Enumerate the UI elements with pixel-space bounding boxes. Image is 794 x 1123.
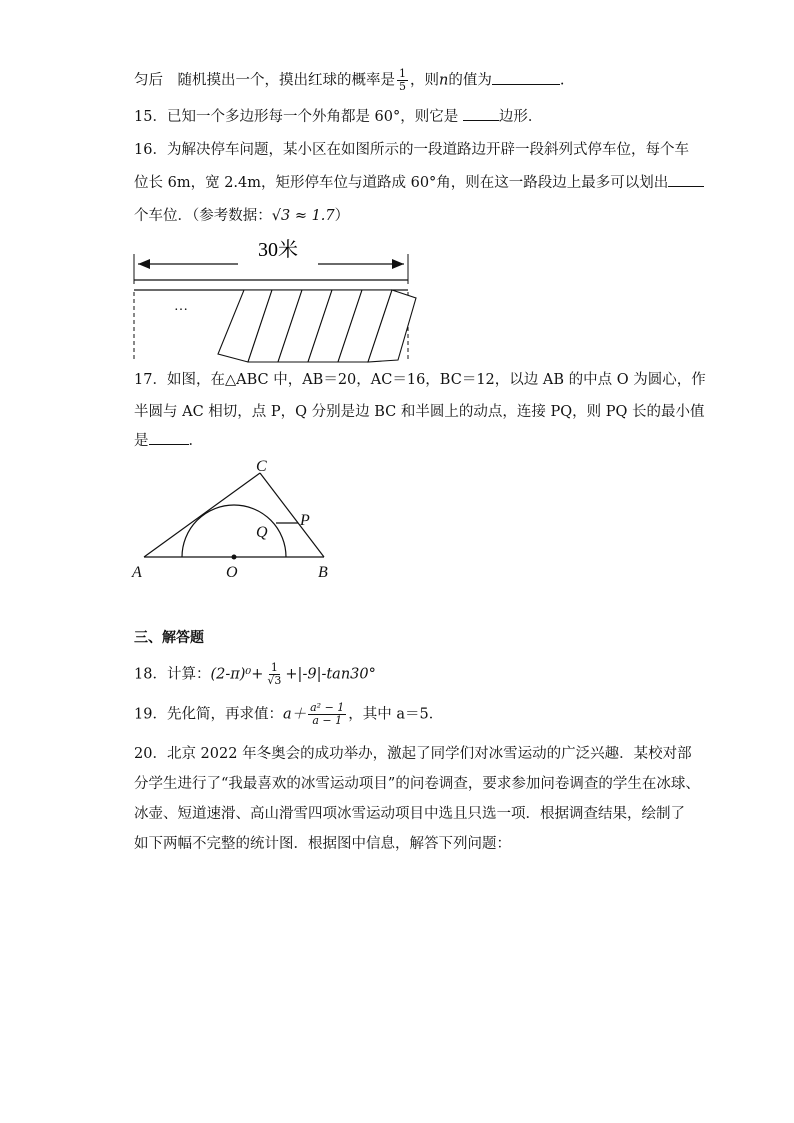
- q19-end: ，其中 a＝5．: [348, 706, 444, 723]
- arrow-right-head: [392, 259, 404, 269]
- q16-line-3: [134, 206, 349, 226]
- q20-line-2: 分学生进行了“我最喜欢的冰雪运动项目”的问卷调查，要求参加问卷调查的学生在冰球、: [134, 776, 700, 792]
- q17-text: 是: [134, 433, 149, 449]
- side-ac: [144, 473, 260, 557]
- parking-spaces: [218, 290, 416, 362]
- q16-text: 位长 6m，宽 2.4m，矩形停车位与道路成 60°角，则在这一路段边上最多可以划出: [134, 175, 669, 191]
- q16-answer-blank[interactable]: [668, 172, 704, 187]
- q14-frac-num: 1: [399, 67, 406, 80]
- q14-text: 匀后 随机摸出一个，摸出红球的概率是: [134, 72, 395, 89]
- q20-line-3: 冰壶、短道速滑、高山滑雪四项冰雪运动项目中选且只选一项．根据调查结果，绘制了: [134, 806, 685, 822]
- length-label: 30米: [258, 239, 298, 261]
- q20-line-1: 20．北京 2022 年冬奥会的成功举办，激起了同学们对冰雪运动的广泛兴趣．某校对部: [134, 746, 692, 762]
- q14-text-2: ，则: [410, 72, 439, 89]
- section-title: 三、解答题: [134, 630, 204, 646]
- label-c: C: [256, 458, 267, 475]
- arrow-left-head: [138, 259, 150, 269]
- q14-var: n: [439, 72, 449, 89]
- q17-answer-blank[interactable]: [149, 430, 189, 445]
- q20-line-4: 如下两幅不完整的统计图．根据图中信息，解答下列问题：: [134, 836, 511, 852]
- q19-frac-den: a − 1: [312, 714, 343, 727]
- q14-tail-line: [134, 68, 564, 93]
- q14-frac-den: 5: [399, 80, 406, 93]
- q17-line-2: 半圆与 AC 相切，点 P，Q 分别是边 BC 和半圆上的动点，连接 PQ，则 PQ 长的最小值: [134, 404, 705, 420]
- q18-fraction: [265, 662, 283, 687]
- q15-answer-blank[interactable]: [463, 106, 499, 121]
- q16-line-1: 16．为解决停车问题，某小区在如图所示的一段道路边开辟一段斜列式停车位，每个车: [134, 142, 689, 158]
- q15-text: 15．已知一个多边形每一个外角都是 60°，则它是: [134, 109, 463, 125]
- q16-ref-text: 个车位．（参考数据：: [134, 208, 272, 224]
- q19-fraction: [308, 702, 346, 727]
- center-point-o: [232, 555, 237, 560]
- q19-line: [134, 702, 443, 727]
- q14-text-3: 的值为: [448, 72, 492, 89]
- q18-frac-num: 1: [270, 661, 278, 674]
- q18-expr-2: +|-9|-tan30°: [285, 666, 376, 683]
- q19-frac-num: a² − 1: [310, 701, 345, 714]
- q19-text: 19．先化简，再求值：: [134, 706, 283, 723]
- q14-fraction: [397, 68, 408, 93]
- q17-end: ．: [188, 433, 203, 449]
- side-bc: [260, 473, 324, 557]
- triangle-figure: [130, 455, 340, 585]
- semicircle: [182, 505, 286, 557]
- q18-frac-den: √3: [267, 674, 282, 687]
- q16-ref-end: ）: [334, 208, 350, 224]
- label-a: A: [132, 564, 142, 581]
- q18-expr-1: (2-π)⁰+: [210, 666, 264, 683]
- q17-line-3: [134, 430, 203, 451]
- q15-text-2: 边形．: [498, 109, 543, 125]
- label-p: P: [300, 512, 310, 529]
- label-o: O: [226, 564, 238, 581]
- q16-ref-value: √3 ≈ 1.7: [271, 208, 335, 224]
- q17-line-1: 17．如图，在△ABC 中，AB＝20，AC＝16，BC＝12，以边 AB 的中点 O 为圆心，作: [134, 372, 706, 388]
- q15-line: [134, 106, 542, 127]
- ellipsis: …: [174, 299, 188, 314]
- label-b: B: [318, 564, 328, 581]
- parking-figure: [126, 232, 426, 364]
- q16-line-2: [134, 172, 704, 193]
- label-q: Q: [256, 524, 268, 541]
- q18-line: [134, 662, 376, 687]
- q14-answer-blank[interactable]: [492, 70, 560, 85]
- q18-text: 18．计算：: [134, 666, 211, 683]
- q19-expr-a: a＋: [282, 706, 307, 723]
- q14-end: .: [559, 72, 565, 89]
